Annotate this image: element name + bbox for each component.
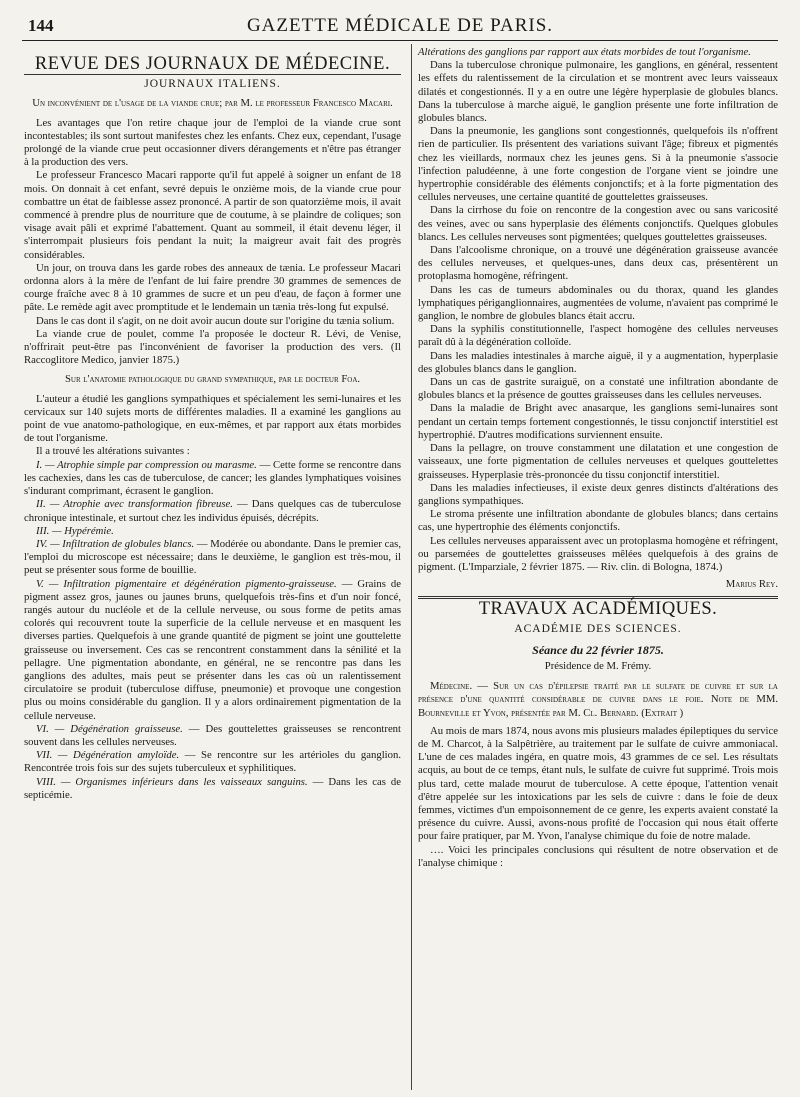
subsection-academie: ACADÉMIE DES SCIENCES. xyxy=(514,622,682,635)
paragraph: Les avantages que l'on retire chaque jour de l'emploi de la viande crue sont incontestables; ils sont surtout manifestes chez les enfants. Chez eux, cependant, l'usage prolongé de la viande crue peut occasionner divers dérangements et n'être pas étranger à la production des vers. xyxy=(24,116,401,169)
article-title-grand-sympathique: Sur l'anatomie pathologique du grand sympathique, par le docteur Foa. xyxy=(64,373,361,386)
column-divider xyxy=(411,44,412,1090)
page-number: 144 xyxy=(28,16,54,35)
section-title-travaux: TRAVAUX ACADÉMIQUES. xyxy=(478,599,718,620)
paragraph: Les cellules nerveuses apparaissent avec un protoplasma homogène et réfringent, ou parsemées de gouttelettes graisseuses mêlées quelquefois à des grains de pigment. (L'Imparziale, 2 février 1875. — Riv. clin. di Bologna, 1874.) xyxy=(418,534,778,573)
paragraph: Dans les cas de tumeurs abdominales ou du thorax, quand les glandes lymphatiques périganglionnaires, augmentées de volume, n'avaient pas comprimé le ganglion, le nombre de globules blancs était accru. xyxy=(418,283,778,323)
article-title-viande-crue: Un inconvénient de l'usage de la viande crue; par M. le professeur Francesco Macari. xyxy=(32,97,393,110)
item-label: VI. — Dégénération graisseuse. xyxy=(36,722,183,735)
title-rule xyxy=(24,74,401,75)
paragraph: Dans un cas de gastrite suraiguë, on a constaté une infiltration abondante de globules blancs et la présence de gouttes graisseuses dans les cellules nerveuses. xyxy=(418,376,778,402)
paragraph: Dans la tuberculose chronique pulmonaire, les ganglions, en général, ressentent les effets du ralentissement de la circulation et se montrent avec leurs vaisseaux dilatés et congestionnés. Il y a en outre une légère hyperplasie de globules blancs. Dans la tuberculose à marche aiguë, le ganglion présente une forte infiltration de globules blancs. xyxy=(418,59,778,125)
list-item xyxy=(24,525,401,538)
paragraph: L'auteur a étudié les ganglions sympathiques et spécialement les semi-lunaires et les cervicaux sur 140 sujets morts de différentes maladies. Il a examiné les ganglions au point de vue anatomo-pathologique, en eux-mêmes, et par rapport aux états morbides de tout l'organisme. xyxy=(24,392,401,445)
list-item: V. — Infiltration pigmentaire et dégénération pigmento-graisseuse. — Grains de pigment assez gros, jaunes ou jaunes bruns, quelquefois très-fins et d'un noir foncé, rangés autour du nucléole et de la cellule nerveuse, ou sous forme de petits amas colorés qui recouvrent toute la superficie de la cellule nerveuse et en masquent les diverses parties. Quelquefois à une grande quantité de pigment se joint une gouttelette graisseuse ou inversement. Ces cas se rencontrent constamment dans la sénilité et la pellagre. Une pigmentation abondante, en général, ne se rencontre pas dans les ganglions des adultes, mais peut se présenter dans les cas où un ralentissement circulatoire se produit (tuberculose diffuse, pneumonie) et provoque une congestion plus ou moins considérable du ganglion. Il y a alors ordinairement pigmentation de la cellule nerveuse. xyxy=(24,577,401,722)
item-label: I. — Atrophie simple par compression ou marasme. xyxy=(36,458,257,471)
paragraph: Au mois de mars 1874, nous avons mis plusieurs malades épileptiques du service de M. Charcot, à la Salpêtrière, au traitement par le sulfate de cuivre ammoniacal. L'une de ces malades ingéra, en quatre mois, 43 grammes de ce sel. Les résultats acquis, au bout de ce temps, étant nuls, le sulfate de cuivre fut supprimé. Trois mois plus tard, cette malade mourut de tuberculose. A cette époque, l'attention venait d'être appelée sur les intoxications par les sels de cuivre : dans le foie de deux femmes, victimes d'un empoisonnement de ce genre, les experts avaient constaté la présence du cuivre. Aussi, avons-nous profité de l'occasion qui nous était offerte pour faire pratiquer, par M. Yvon, l'analyse chimique du foie de notre malade. xyxy=(418,724,778,843)
item-label: IV. — Infiltration de globules blancs. xyxy=(36,537,195,550)
subheading-alterations: Altérations des ganglions par rapport aux états morbides de tout l'organisme. xyxy=(418,46,751,58)
paragraph: Dans la pneumonie, les ganglions sont congestionnés, quelquefois ils n'offrent rien de particulier. Ils présentent des variations suivant l'âge; fibreux et pigmentés chez les vieillards, normaux chez les jeunes gens. Si à la pneumonie s'associe l'infection paludéenne, à une forte congestion de l'organe vient se joindre une hypertrophie considérable des éléments conjonctifs; et à la forte pigmentation des cellules nerveuses, une certaine quantité de gouttelettes graisseuses. xyxy=(418,125,778,204)
paragraph: La viande crue de poulet, comme l'a proposée le docteur R. Lévi, de Venise, n'offrirait peut-être pas l'inconvénient de favoriser la production des vers. (Il Raccoglitore Medico, janvier 1875.) xyxy=(24,327,401,367)
paragraph: Le professeur Francesco Macari rapporte qu'il fut appelé à soigner un enfant de 18 mois. On donnait à cet enfant, sevré depuis le onzième mois, de la viande crue pour combattre un état de faiblesse assez prononcé. A partir de son quatorzième mois, il avait commencé à prendre plus de nourriture que de coutume, à se plaindre de coliques; son visage avait pâli et exprimé l'abattement. Quant au sommeil, il était devenu léger, il s'interrompait plusieurs fois pendant la nuit; la maigreur avait fait des progrès considérables. xyxy=(24,169,401,261)
item-label: III. — Hypérémie. xyxy=(36,524,114,537)
item-label: V. — Infiltration pigmentaire et dégénération pigmento-graisseuse. xyxy=(36,577,337,590)
list-item: VIII. — Organismes inférieurs dans les vaisseaux sanguins. — Dans les cas de septicémie. xyxy=(24,775,401,801)
paragraph: …. Voici les principales conclusions qui résultent de notre observation et de l'analyse chimique : xyxy=(418,843,778,869)
list-item: VI. — Dégénération graisseuse. — Des gouttelettes graisseuses se rencontrent souvent dans les cellules nerveuses. xyxy=(24,722,401,748)
list-item: I. — Atrophie simple par compression ou marasme. — Cette forme se rencontre dans les cachexies, dans les cas de tuberculose, de cancer; les glandes lymphatiques voisines s'indurant comprimant, écrasent le ganglion. xyxy=(24,458,401,498)
paragraph: Dans le cas dont il s'agit, on ne doit avoir aucun doute sur l'origine du tænia solium. xyxy=(36,314,395,327)
journal-title: GAZETTE MÉDICALE DE PARIS. xyxy=(246,15,554,36)
list-item: IV. — Infiltration de globules blancs. — Modérée ou abondante. Dans le premier cas, l'emploi du microscope est nécessaire; dans le deuxième, le ganglion est très-mou, il peut se présenter sous forme de bouillie. xyxy=(24,537,401,577)
right-column xyxy=(418,46,778,870)
item-label: VII. — Dégénération amyloïde. xyxy=(36,749,180,762)
paragraph: Dans les maladies intestinales à marche aiguë, il y a augmentation, hyperplasie des globules blancs dans le ganglion. xyxy=(418,349,778,375)
paragraph: Dans la maladie de Bright avec anasarque, les ganglions semi-lunaires sont pendant un certain temps fortement congestionnés, le tissu conjonctif interstitiel est hypertrophié. D'autres modifications surviennent ensuite. xyxy=(418,402,778,441)
page-header xyxy=(22,14,778,41)
item-label: II. — Atrophie avec transformation fibreuse. xyxy=(36,498,233,511)
paragraph: Dans les maladies infectieuses, il existe deux genres distincts d'altérations des ganglions sympathiques. xyxy=(418,481,778,507)
paragraph: Dans la pellagre, on trouve constamment une dilatation et une congestion de vaisseaux, une forte pigmentation de cellules nerveuses et quelques gouttelettes graisseuses. Hyperplasie très-prononcée du tissu conjonctif interstitiel. xyxy=(418,442,778,481)
paragraph: Il a trouvé les altérations suivantes : xyxy=(36,445,190,458)
seance-date: Séance du 22 février 1875. xyxy=(532,642,664,657)
section-title-revue: REVUE DES JOURNAUX DE MÉDECINE. xyxy=(34,54,391,74)
paragraph: Dans la cirrhose du foie on rencontre de la congestion avec ou sans varicosité des veines, avec ou sans hyperplasie des éléments conjonctifs. Quelques globules blancs. Les cellules nerveuses sont pigmentées; quelques gouttelettes graisseuses. xyxy=(418,204,778,243)
subsection-journaux-italiens: JOURNAUX ITALIENS. xyxy=(144,78,281,91)
list-item: II. — Atrophie avec transformation fibreuse. — Dans quelques cas de tuberculose chronique intestinale, et surtout chez les individus épuisés, décrépits. xyxy=(24,498,401,524)
note-title-epilepsie: Médecine. — Sur un cas d'épilepsie traité par le sulfate de cuivre et sur la présence d'une quantité considérable de cuivre dans le foie. Note de MM. Bourneville et Yvon, présentée par M. Cl. Bernard. (Extrait ) xyxy=(418,680,778,719)
author-signature: Marius Rey. xyxy=(725,578,778,591)
paragraph: Dans la syphilis constitutionnelle, l'aspect homogène des cellules nerveuses paraît dû à la dégénération colloïde. xyxy=(418,323,778,349)
paragraph: Un jour, on trouva dans les garde robes des anneaux de tænia. Le professeur Macari ordonna alors à la mère de l'enfant de lui faire prendre 30 grammes de semences de courge fraîche avec 8 à 10 grammes de sucre et un peu d'eau, de façon à former une pâte. Le remède agit avec promptitude et le lendemain un tænia très-long fut expulsé. xyxy=(24,261,401,314)
item-label: VIII. — Organismes inférieurs dans les vaisseaux sanguins. xyxy=(36,775,308,788)
list-item: VII. — Dégénération amyloïde. — Se rencontre sur les artérioles du ganglion. Rencontrée trois fois sur des sujets tuberculeux et syphilitiques. xyxy=(24,749,402,775)
paragraph: Dans l'alcoolisme chronique, on a trouvé une dégénération graisseuse avancée des cellules nerveuses, et quelques-unes, dans deux cas, présentèrent un protoplasma homogène, réfringent. xyxy=(418,244,778,283)
left-column xyxy=(24,46,401,802)
paragraph: Le stroma présente une infiltration abondante de globules blancs; dans certains cas, une hypertrophie des éléments conjonctifs. xyxy=(418,508,778,534)
presidence: Présidence de M. Frémy. xyxy=(544,659,652,672)
